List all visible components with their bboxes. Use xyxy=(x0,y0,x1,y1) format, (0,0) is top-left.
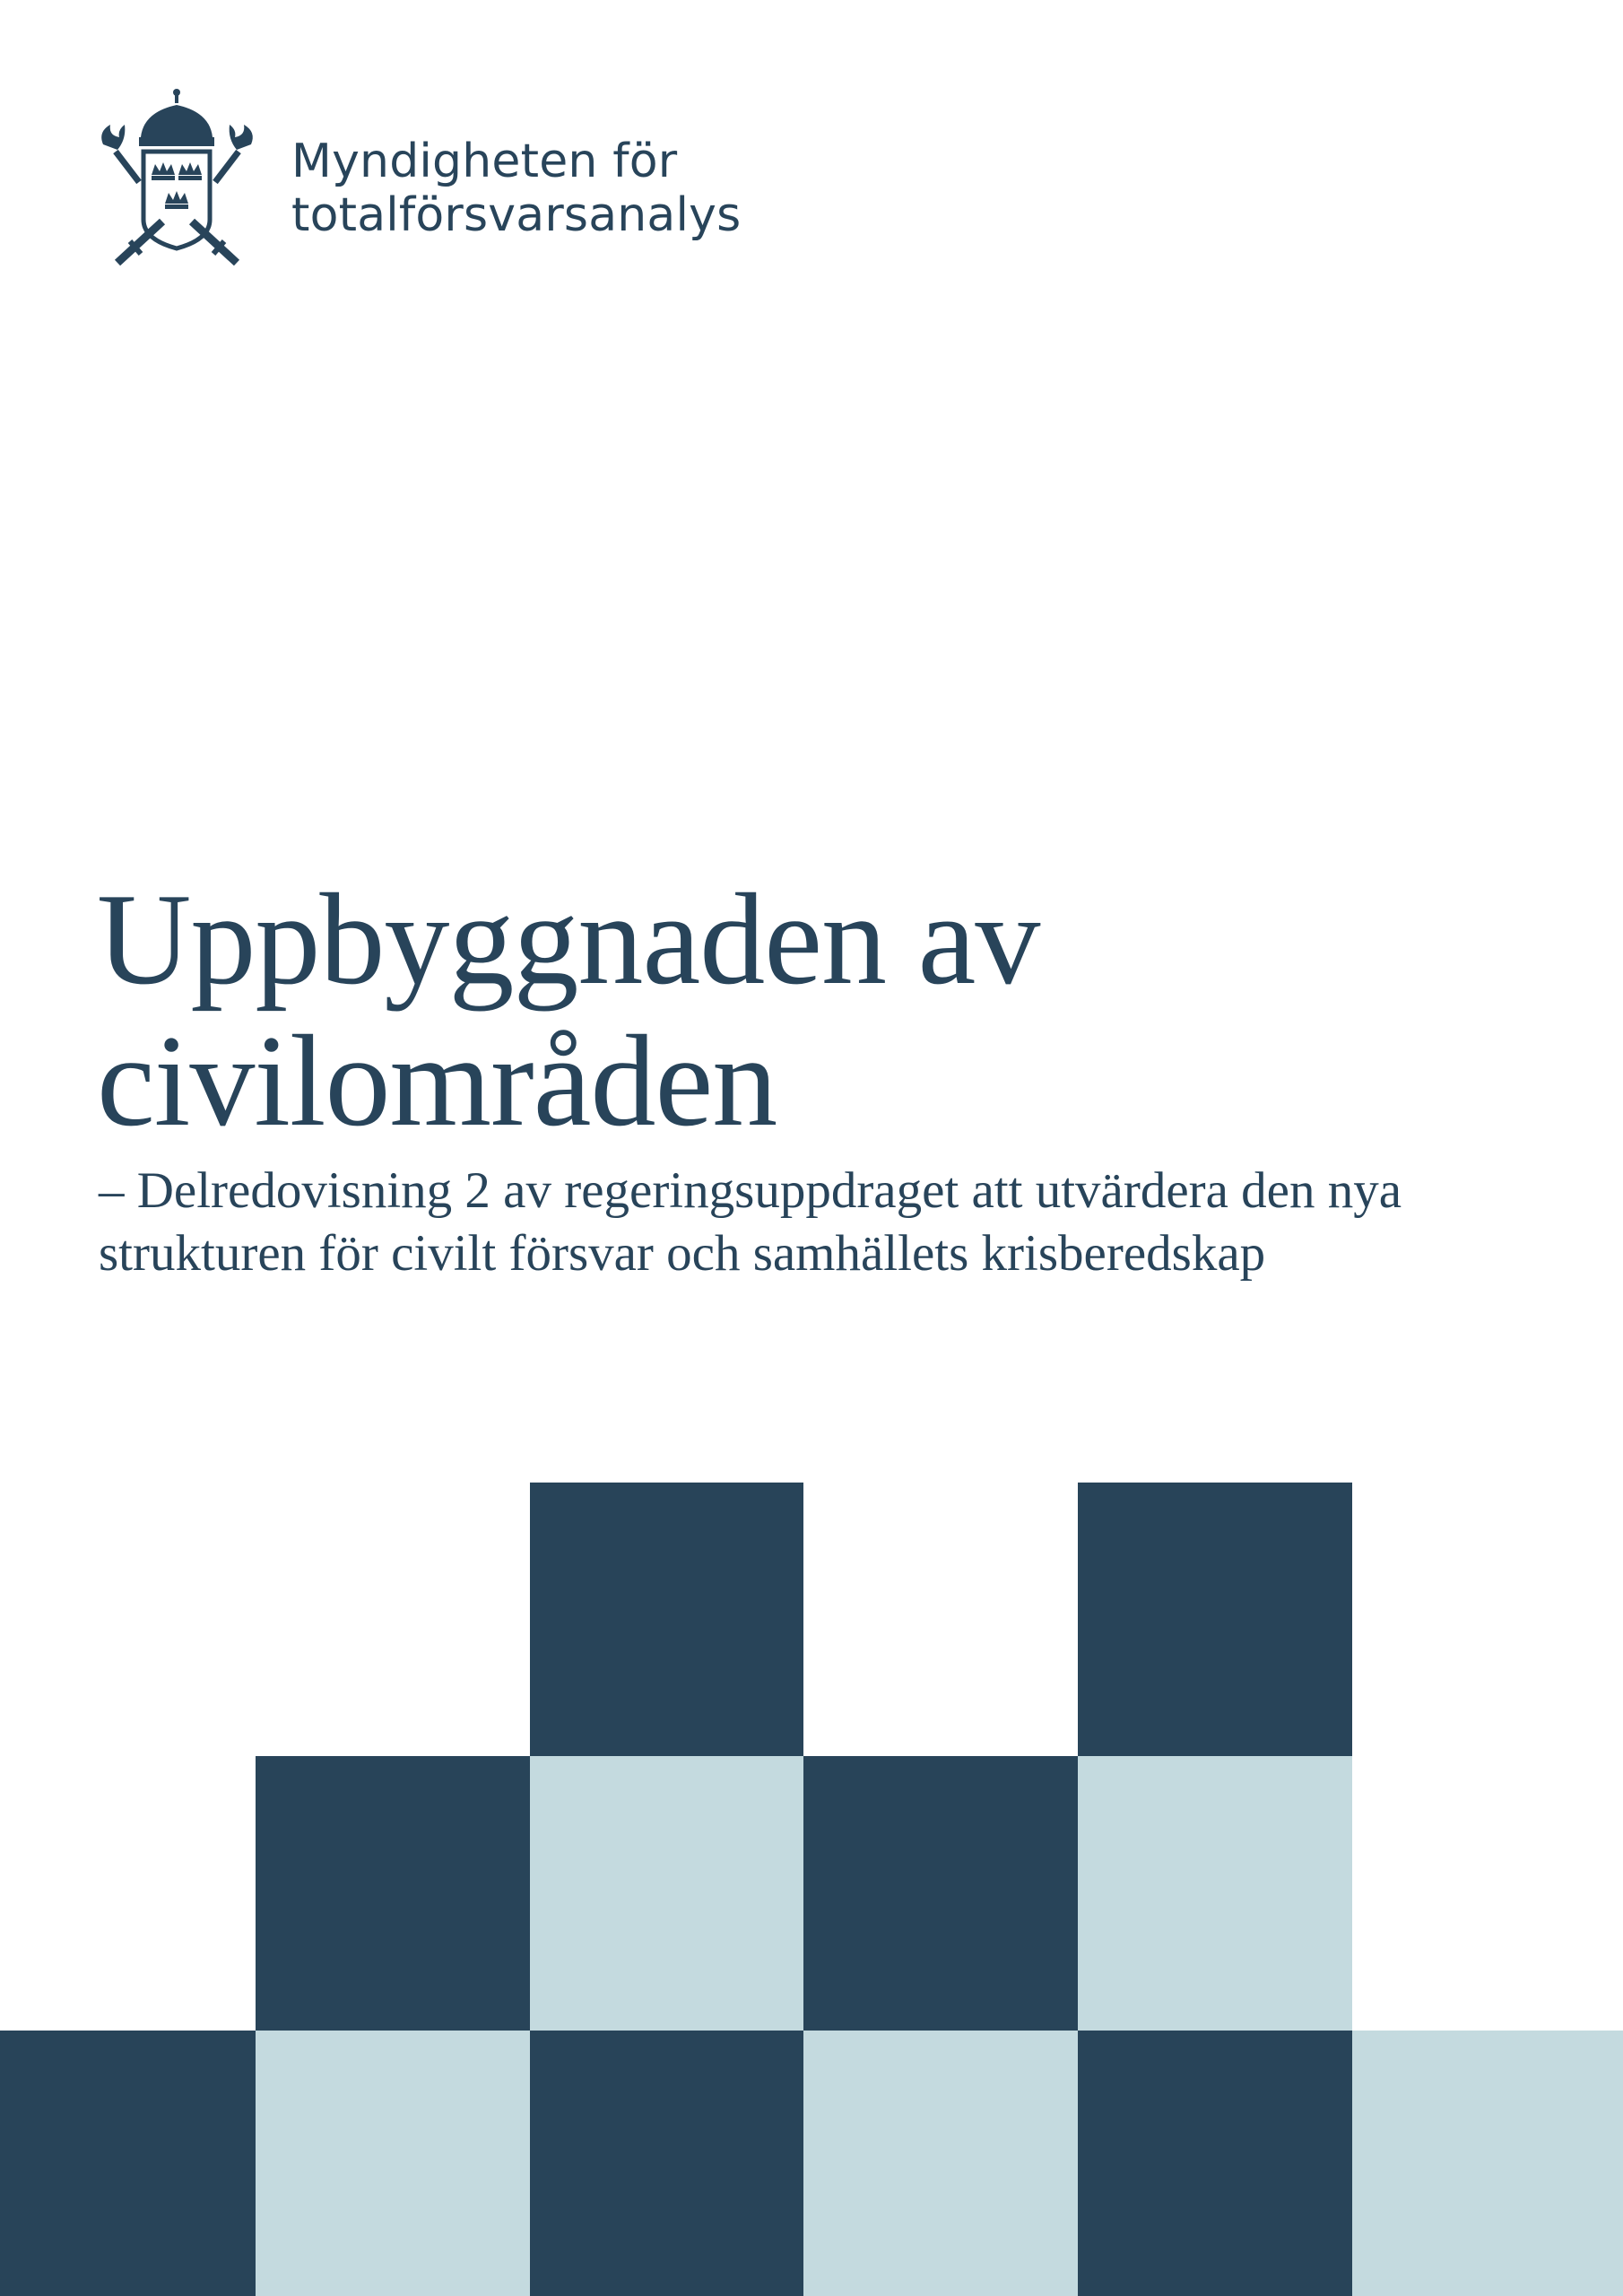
report-subtitle-line1: – Delredovisning 2 av regeringsuppdraget att utvärdera den nya xyxy=(99,1162,1402,1219)
pattern-block-dark xyxy=(530,1483,803,1756)
report-title-line2: civilområden xyxy=(97,1008,777,1153)
organization-name-line2: totalförsvarsanalys xyxy=(291,188,742,242)
organization-name-line1: Myndigheten för xyxy=(291,135,678,188)
pattern-block-dark xyxy=(1078,2031,1352,2296)
pattern-block-light xyxy=(530,1756,803,2031)
pattern-block-dark xyxy=(530,2031,803,2296)
pattern-block-light xyxy=(803,2031,1078,2296)
pattern-block-dark xyxy=(803,1756,1078,2031)
pattern-block-dark xyxy=(0,2031,256,2296)
pattern-block-dark xyxy=(256,1756,530,2031)
pattern-block-dark xyxy=(1078,1483,1352,1756)
report-subtitle-line2: strukturen för civilt försvar och samhällets krisberedskap xyxy=(99,1225,1266,1282)
pattern-block-light xyxy=(256,2031,530,2296)
pattern-block-light xyxy=(1352,2031,1623,2296)
pattern-block-light xyxy=(1078,1756,1352,2031)
report-title-line1: Uppbyggnaden av xyxy=(97,866,1040,1012)
